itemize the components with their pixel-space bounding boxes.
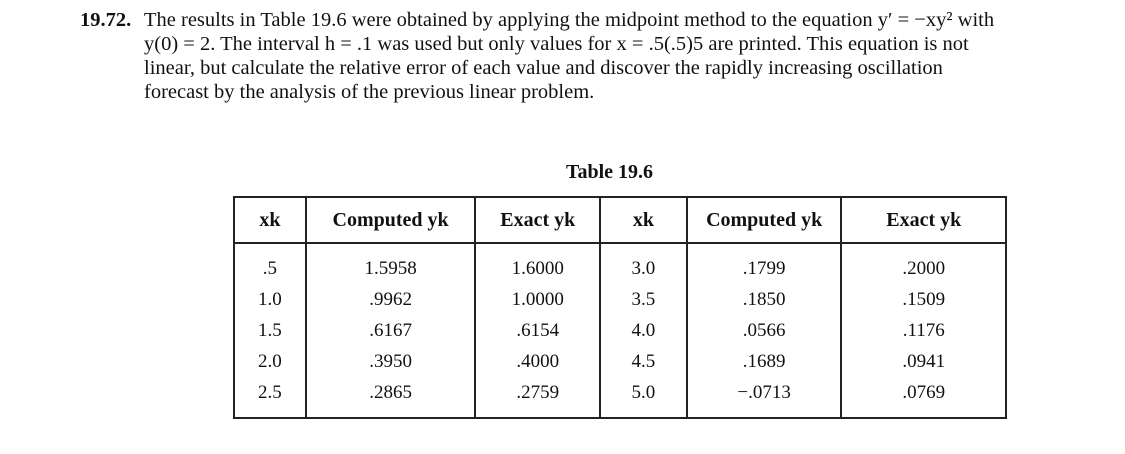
table-cell: .6167 <box>306 315 476 346</box>
table-cell: .2865 <box>306 377 476 418</box>
table-cell: 1.6000 <box>475 243 600 284</box>
table-row <box>234 346 1006 377</box>
table-cell: 1.5958 <box>306 243 476 284</box>
table-cell: 1.0 <box>234 284 306 315</box>
problem-number: 19.72. <box>80 9 132 31</box>
table-row <box>234 377 1006 418</box>
column-header: Exact yk <box>841 197 1006 243</box>
table-cell: .4000 <box>475 346 600 377</box>
table-cell: .2000 <box>902 257 946 279</box>
table-row <box>234 243 1006 284</box>
table-cell: .2759 <box>475 377 600 418</box>
table-cell: 3.0 <box>600 243 687 284</box>
problem-statement <box>80 8 1080 104</box>
table-row <box>234 284 1006 315</box>
column-header: xk <box>600 197 687 243</box>
table-cell: .1799 <box>687 243 842 284</box>
table-cell: −.0713 <box>687 377 842 418</box>
table-cell: .0769 <box>902 381 946 403</box>
table-cell: .0941 <box>902 350 946 372</box>
table-cell: 5.0 <box>600 377 687 418</box>
table-cell: .6154 <box>475 315 600 346</box>
table-cell: 4.0 <box>600 315 687 346</box>
column-header: xk <box>234 197 306 243</box>
problem-line: forecast by the analysis of the previous linear problem. <box>144 81 595 103</box>
table-cell: 1.5 <box>234 315 306 346</box>
table-cell: 2.0 <box>234 346 306 377</box>
table-cell: .1509 <box>902 288 946 310</box>
problem-text <box>144 8 1080 104</box>
problem-line: linear, but calculate the relative error of each value and discover the rapidly increasing oscillation <box>144 57 943 79</box>
table-cell: .3950 <box>306 346 476 377</box>
table-cell: .1850 <box>687 284 842 315</box>
table-header-row <box>234 197 1006 243</box>
table-cell: 3.5 <box>600 284 687 315</box>
problem-line: The results in Table 19.6 were obtained by applying the midpoint method to the equation y′ = −xy² with <box>144 9 995 31</box>
problem-line: y(0) = 2. The interval h = .1 was used but only values for x = .5(.5)5 are printed. This equation is not <box>144 33 969 55</box>
table-cell: .1176 <box>902 319 945 341</box>
table-cell: 4.5 <box>600 346 687 377</box>
table-cell: .0566 <box>687 315 842 346</box>
table-caption: Table 19.6 <box>565 161 654 183</box>
table-cell: .1689 <box>687 346 842 377</box>
column-header: Computed yk <box>306 197 476 243</box>
table-body <box>234 243 1006 418</box>
results-table <box>233 196 1007 419</box>
table-cell: 1.0000 <box>475 284 600 315</box>
table-cell: .5 <box>234 243 306 284</box>
table-row <box>234 315 1006 346</box>
column-header: Exact yk <box>475 197 600 243</box>
column-header: Computed yk <box>687 197 842 243</box>
table-cell: .9962 <box>306 284 476 315</box>
table-cell: 2.5 <box>234 377 306 418</box>
